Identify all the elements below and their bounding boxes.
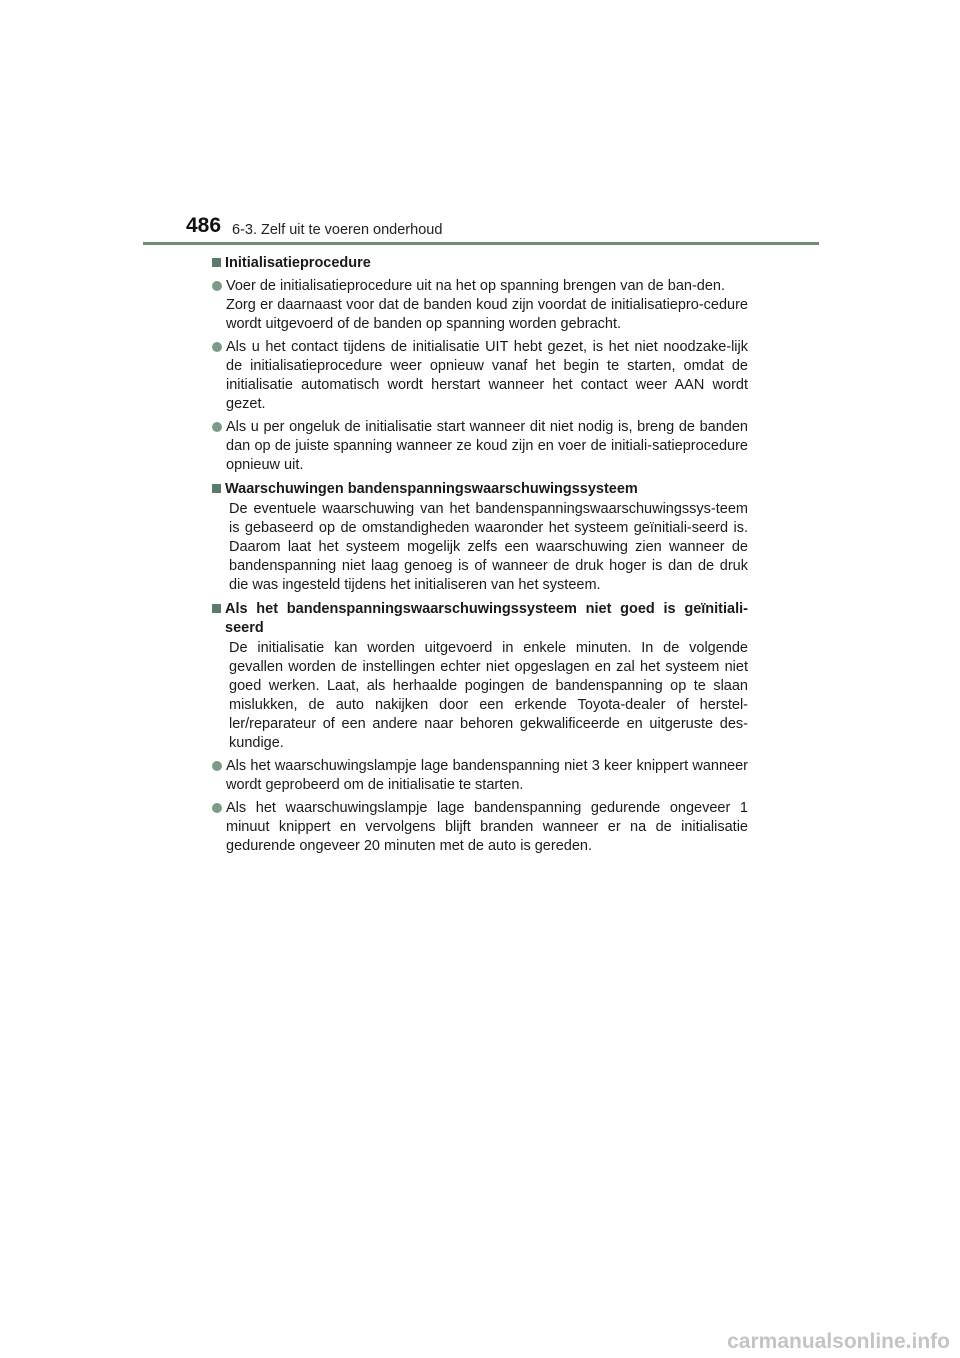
header-rule <box>143 242 819 245</box>
body-paragraph: De eventuele waarschuwing van het bandenspanningswaarschuwingssys-teem is gebaseerd op de omstandigheden waaronder het systeem geïnitiali-seerd is. Daarom laat het systeem mogelijk zelfs een waarschuwing zien wanneer de bandenspanning niet laag genoeg is of wanneer de druk hoger is dan de druk die was ingesteld tijdens het initialiseren van het systeem. <box>229 501 748 593</box>
list-item-text: Zorg er daarnaast voor dat de banden koud zijn voordat de initialisatiepro-cedure wordt uitgevoerd of de banden op spanning worden gebracht. <box>226 297 748 332</box>
round-bullet-icon <box>212 422 222 432</box>
section-heading <box>212 600 748 638</box>
section <box>212 254 748 475</box>
square-bullet-icon <box>212 604 221 613</box>
list-item-text: Voer de initialisatieprocedure uit na het op spanning brengen van de ban-den. <box>226 278 726 294</box>
watermark: carmanualsonline.info <box>727 1330 950 1353</box>
round-bullet-icon <box>212 761 222 771</box>
list-item-text: Als het waarschuwingslampje lage bandenspanning gedurende ongeveer 1 minuut knippert en vervolgens blijft branden wanneer er na de initialisatie gedurende ongeveer 20 minuten met de auto is gereden. <box>226 800 748 854</box>
section-heading-text: Initialisatieprocedure <box>225 255 371 271</box>
body-paragraph: De initialisatie kan worden uitgevoerd in enkele minuten. In de volgende gevallen worden de instellingen echter niet opgeslagen en zal het systeem niet goed werken. Laat, als herhaalde pogingen de bandenspanning op te slaan mislukken, de auto nakijken door een erkende Toyota-dealer of herstel-ler/reparateur of een andere naar behoren gekwalificeerde en uitgeruste des-kundige. <box>229 640 748 751</box>
list-item-body <box>226 277 748 334</box>
list-item <box>212 338 748 414</box>
section-title: 6-3. Zelf uit te voeren onderhoud <box>232 222 443 238</box>
list-item-body <box>226 418 748 475</box>
round-bullet-icon <box>212 281 222 291</box>
round-bullet-icon <box>212 803 222 813</box>
square-bullet-icon <box>212 484 221 493</box>
section-heading-text: Als het bandenspanningswaarschuwingssysteem niet goed is geïnitiali-seerd <box>225 601 748 636</box>
page-header <box>0 0 960 250</box>
list-item <box>212 277 748 334</box>
section <box>212 600 748 856</box>
list-item <box>212 418 748 475</box>
round-bullet-icon <box>212 342 222 352</box>
list-item <box>212 757 748 795</box>
page-number: 486 <box>186 214 222 237</box>
section <box>212 480 748 595</box>
square-bullet-icon <box>212 258 221 267</box>
section-heading <box>212 254 748 273</box>
list-item-body <box>226 338 748 414</box>
section-heading-text: Waarschuwingen bandenspanningswaarschuwingssysteem <box>225 481 638 497</box>
list-item-body <box>226 799 748 856</box>
list-item-body <box>226 757 748 795</box>
section-heading <box>212 480 748 499</box>
document-body <box>212 254 748 861</box>
list-item-text: Als u per ongeluk de initialisatie start wanneer dit niet nodig is, breng de banden dan op de juiste spanning wanneer ze koud zijn en voer de initiali-satieprocedure opnieuw uit. <box>226 419 748 473</box>
list-item-text: Als u het contact tijdens de initialisatie UIT hebt gezet, is het niet noodzake-lijk de initialisatieprocedure weer opnieuw vanaf het begin te starten, omdat de initialisatie automatisch wordt herstart wanneer het contact weer AAN wordt gezet. <box>226 339 748 412</box>
list-item <box>212 799 748 856</box>
list-item-text: Als het waarschuwingslampje lage bandenspanning niet 3 keer knippert wanneer wordt geprobeerd om de initialisatie te starten. <box>226 758 748 793</box>
